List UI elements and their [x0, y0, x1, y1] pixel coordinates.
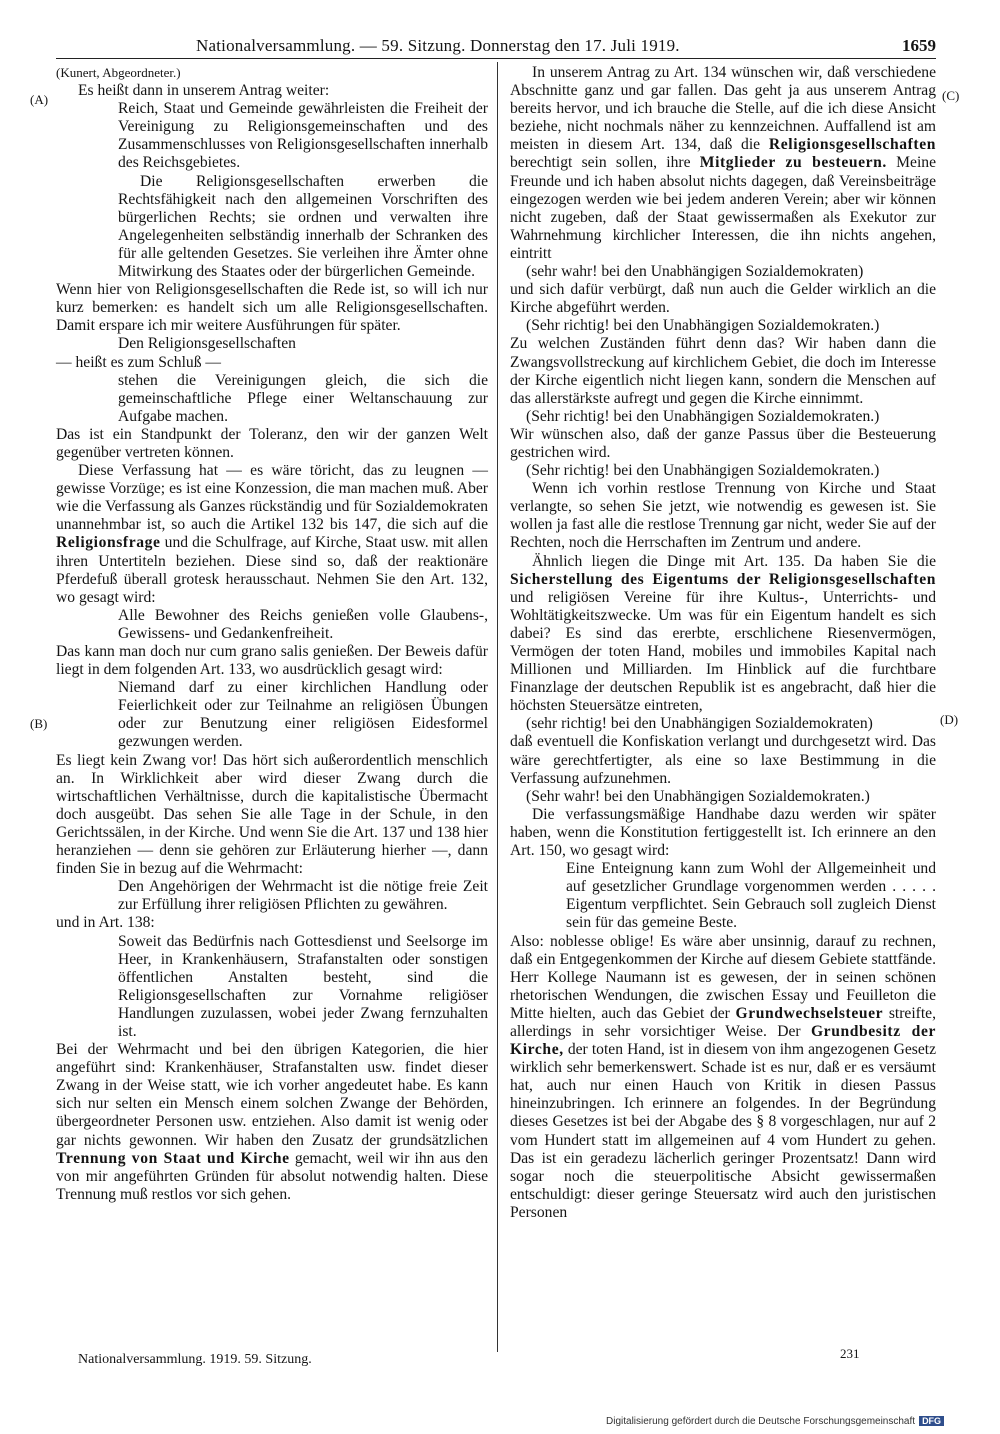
paragraph: Die verfassungsmäßige Handhabe dazu werden wir später haben, wenn die Konstitution fertiggestellt ist. Ich erinnere an den Art. 150, wo gesagt wird:	[510, 805, 936, 860]
interjection: (sehr wahr! bei den Unabhängigen Sozialdemokraten)	[526, 263, 864, 281]
paragraph: Das kann man doch nur cum grano salis genießen. Der Beweis dafür liegt in dem folgenden Art. 133, wo ausdrücklich gesagt wird:	[56, 643, 488, 679]
quotation: Niemand darf zu einer kirchlichen Handlung oder Feierlichkeit oder zur Teilnahme an religiösen Übungen oder zur Benutzung einer religiösen Eidesformel gezwungen werden.	[118, 679, 488, 751]
margin-marker-d: (D)	[940, 712, 959, 727]
sheet-signature: 231	[840, 1346, 860, 1361]
page-number: 1659	[902, 36, 936, 55]
interjection: (Sehr richtig! bei den Unabhängigen Sozialdemokraten.)	[526, 317, 880, 335]
quotation: Den Religionsgesellschaften	[118, 335, 296, 353]
text-run: Meine Freunde und ich haben absolut nichts dagegen, daß Vereinsbeiträge eingezogen werden wie bei jedem anderen Verein; aber wir können nicht zugeben, daß der Staat gewissermaßen als Exekutor zur Wahrnehmung kirchlicher Interessen, die ihn nichts angehen, eintritt	[510, 154, 937, 262]
paragraph: Es heißt dann in unserem Antrag weiter:	[78, 82, 330, 100]
quotation: Alle Bewohner des Reichs genießen volle Glaubens-, Gewissens- und Gedankenfreiheit.	[118, 606, 488, 642]
speaker-label: (Kunert, Abgeordneter.)	[56, 65, 181, 80]
emphasis: Grundwechselsteuer	[735, 1004, 884, 1022]
footer-imprint: Nationalversammlung. 1919. 59. Sitzung.	[78, 1352, 312, 1367]
paragraph: — heißt es zum Schluß —	[56, 353, 222, 371]
paragraph: Wir wünschen also, daß der ganze Passus über die Besteuerung gestrichen wird.	[510, 425, 936, 461]
column-rule	[497, 62, 498, 1352]
margin-marker-b: (B)	[30, 716, 48, 731]
text-run: und die Schulfrage, auf Kirche, Staat usw. mit allen ihren Untertiteln beziehen. Diese sind so, daß der reaktionäre Pferdefuß überall grotesk herausschaut. Nehmen Sie den Art. 132, wo gesagt wird:	[56, 534, 488, 606]
quotation: stehen die Vereinigungen gleich, die sich die gemeinschaftliche Pflege einer Weltanschauung zur Aufgabe machen.	[118, 371, 488, 425]
running-title: Nationalversammlung. — 59. Sitzung. Donnerstag den 17. Juli 1919.	[196, 36, 680, 55]
emphasis: Religionsfrage	[56, 534, 161, 552]
paragraph: und sich dafür verbürgt, daß nun auch die Gelder wirklich an die Kirche abgeführt werden.	[510, 281, 936, 317]
digitization-credit	[606, 1416, 944, 1427]
margin-marker-a: (A)	[30, 92, 49, 107]
emphasis: Trennung von Staat und Kirche	[56, 1149, 290, 1167]
margin-marker-c: (C)	[942, 88, 960, 103]
text-run: In unserem Antrag zu Art. 134 wünschen wir, daß verschiedene Abschnitte ganz und gar fallen. Das geht ja aus unserem Antrag bereits hervor, und ich brauche die Stelle, auf die ich diese Ansicht beziehe, nicht nochmals näher zu kennzeichnen. Auffallend ist am meisten in diesem Art. 134, daß die	[510, 64, 936, 154]
quotation: Eine Enteignung kann zum Wohl der Allgemeinheit und auf gesetzlicher Grundlage vorgenommen werden . . . . . Eigentum verpflichtet. Sein Gebrauch soll zugleich Dienst sein für das gemeine Beste.	[566, 860, 936, 932]
paragraph	[510, 933, 936, 1223]
paragraph: Das ist ein Standpunkt der Toleranz, den wir der ganzen Welt gegenüber vertreten können.	[56, 425, 488, 461]
interjection: (Sehr richtig! bei den Unabhängigen Sozialdemokraten.)	[526, 407, 880, 425]
paragraph: Zu welchen Zuständen führt denn das? Wir haben dann die Zwangsvollstreckung auf kirchlichem Gebiet, die doch im Interesse der Kirche eigentlich nicht liegen kann, sondern die Menschen auf das allerstärkste aufregt und gegen die Kirche einnimmt.	[510, 335, 936, 407]
page-header	[56, 34, 936, 59]
paragraph	[56, 462, 488, 607]
emphasis: Religionsgesellschaften	[768, 136, 937, 154]
text-run: Also: noblesse oblige! Es wäre aber unsinnig, darauf zu rechnen, daß ein Entgegenkommen der Kirche auf diesem Gebiete stattfände. Herr Kollege Naumann ist es gewesen, der in seinen schönen rhetorischen Wendungen, die zwischen Essay und Feuilleton die Mitte hielten, auch das Gebiet der	[510, 932, 936, 1022]
paragraph: Wenn hier von Religionsgesellschaften die Rede ist, so will ich nur kurz bemerken: es handelt sich um alle Religionsgesellschaften. Damit erspare ich mir weitere Ausführungen für später.	[56, 281, 488, 335]
text-run: und religiösen Vereine für ihre Kultus-, Unterrichts- und Wohltätigkeitszwecke. Um was für ein Eigentum handelt es sich dabei? Es sind das ererbte, erschlichene Riesenvermögen, Vermögen der toten Hand, mobiles und immobiles Kapital nach Millionen und Milliarden. Im Hinblick auf die furchtbare Finanzlage der deutschen Republik ist es angebracht, daß hier die höchsten Steuersätze eintreten,	[510, 588, 936, 715]
quotation: Die Religionsgesellschaften erwerben die Rechtsfähigkeit nach den allgemeinen Vorschriften des bürgerlichen Rechts; sie ordnen und verwalten ihre Angelegenheiten selbständig innerhalb der Schranken des für alle geltenden Gesetzes. Sie verleihen ihre Ämter ohne Mitwirkung des Staates oder der bürgerlichen Gemeinde.	[118, 172, 488, 281]
paragraph	[510, 553, 936, 716]
interjection: (Sehr wahr! bei den Unabhängigen Sozialdemokraten.)	[526, 787, 870, 805]
text-run: der toten Hand, ist in diesem von ihm angezogenen Gesetz wirklich sehr bemerkenswert. Schade ist es nur, daß er es versäumt hat, auch nur einen Hauch von Kritik in diesen Passus hineinzubringen. Ich erinnere an folgendes. In der Begründung dieses Gesetzes ist bei der Abgabe des § 8 vorgeschlagen, nur auf 2 vom Hundert statt im allgemeinen auf 4 vom Hundert zu gehen. Das ist ein geradezu lächerlich geringer Prozentsatz! Dann wird sogar noch die steuerpolitische Absicht gewissermaßen entschuldigt: dieser geringe Steuersatz wird auch den juristischen Personen	[510, 1041, 936, 1221]
quotation: Reich, Staat und Gemeinde gewährleisten die Freiheit der Vereinigung zu Religionsgemeinschaften und des Zusammenschlusses von Religionsgesellschaften innerhalb des Reichsgebietes.	[118, 100, 488, 172]
right-column	[510, 64, 936, 1222]
text-run: Diese Verfassung hat — es wäre töricht, das zu leugnen — gewisse Vorzüge; es ist eine Konzession, die man machen muß. Aber wie die Verfassung als Ganzes rückständig und für Sozialdemokraten unannehmbar ist, so auch die Artikel 132 bis 147, die sich auf die	[56, 462, 488, 534]
emphasis: Grundbesitz der Kirche,	[510, 1022, 936, 1059]
paragraph: daß eventuell die Konfiskation verlangt und durchgesetzt wird. Das wäre gerechtfertigter, als eine so laxe Bestimmung in die Verfassung aufzunehmen.	[510, 733, 936, 787]
interjection: (Sehr richtig! bei den Unabhängigen Sozialdemokraten.)	[526, 462, 880, 480]
paragraph: Wenn ich vorhin restlose Trennung von Kirche und Staat verlangte, so sehen Sie jetzt, wie notwendig es gewesen ist. Sie wollen ja fast alle die restlose Trennung gar nicht, weder Sie auf der Rechten, noch die Herrschaften im Zentrum und andere.	[510, 480, 936, 552]
quotation: Den Angehörigen der Wehrmacht ist die nötige freie Zeit zur Erfüllung ihrer religiösen Pflichten zu gewähren.	[118, 878, 488, 914]
credit-text: Digitalisierung gefördert durch die Deutsche Forschungsgemeinschaft	[606, 1416, 916, 1427]
dfg-logo-icon: DFG	[919, 1416, 944, 1426]
paragraph: Es liegt kein Zwang vor! Das hört sich außerordentlich menschlich an. In Wirklichkeit aber wird dieser Zwang durch die wirtschaftlichen Verhältnisse, durch die kapitalistische Übermacht doch ausgeübt. Das sehen Sie alle Tage in der Schule, in den Gerichtssälen, in der Kirche. Und wenn Sie die Art. 137 und 138 hier heranziehen — denn sie gehören zur Erläuterung hierher —, dann finden Sie in bezug auf die Wehrmacht:	[56, 751, 488, 878]
text-run: Ähnlich liegen die Dinge mit Art. 135. Da haben Sie die	[532, 552, 936, 570]
emphasis: Mitglieder zu besteuern.	[699, 154, 887, 172]
text-run: berechtigt sein sollen, ihre	[510, 154, 691, 172]
text-run: streifte, allerdings in sehr vorsichtiger Weise. Der	[510, 1004, 937, 1040]
quotation: Soweit das Bedürfnis nach Gottesdienst und Seelsorge im Heer, in Krankenhäusern, Strafanstalten oder sonstigen öffentlichen Anstalten besteht, sind die Religionsgesellschaften zur Vornahme religiöser Handlungen zuzulassen, wobei jeder Zwang fernzuhalten ist.	[118, 932, 488, 1040]
text-run: Bei der Wehrmacht und bei den übrigen Kategorien, die hier angeführt sind: Krankenhäuser, Strafanstalten usw. findet dieser Zwang in der Weise statt, wie ich vorher angedeutet habe. Es kann sich nur selten ein Mensch einem solchen Zwange der Behörden, übergeordneter Personen usw. entziehen. Also damit ist wenig oder gar nichts gewonnen. Wir haben den Zusatz der grundsätzlichen	[56, 1041, 488, 1149]
interjection: (sehr richtig! bei den Unabhängigen Sozialdemokraten)	[526, 715, 873, 733]
paragraph	[510, 64, 936, 263]
paragraph: und in Art. 138:	[56, 914, 155, 932]
emphasis: Sicherstellung des Eigentums der Religionsgesellschaften	[510, 570, 936, 588]
text-run: gemacht, weil wir ihn aus den von mir angeführten Gründen für absolut notwendig halten. Diese Trennung muß restlos vor sich gehen.	[56, 1149, 489, 1203]
paragraph	[56, 1041, 488, 1204]
left-column	[56, 64, 488, 1204]
